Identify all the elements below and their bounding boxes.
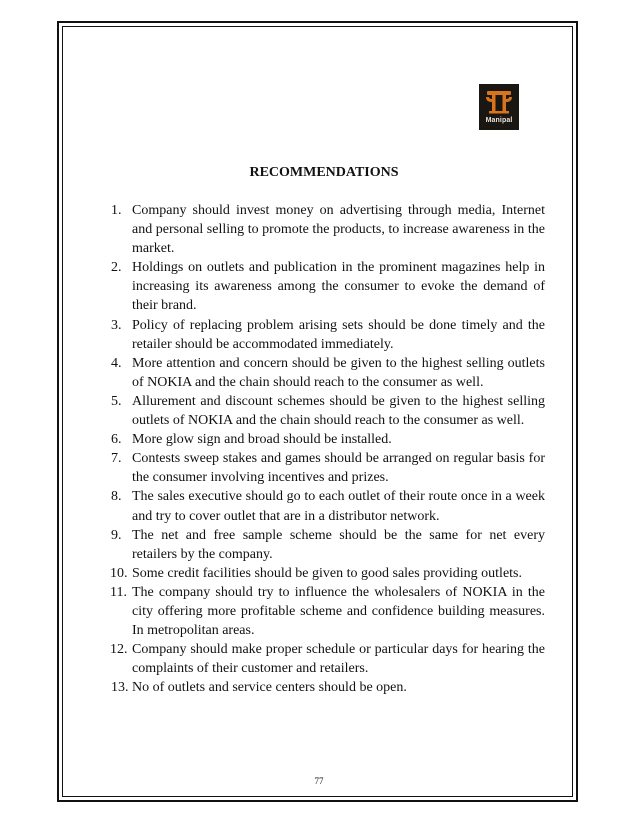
list-item-text: Company should invest money on advertising through media, Internet and personal selling to promote the products, to increase awareness in the market.: [132, 203, 545, 257]
manipal-logo: [479, 84, 519, 130]
list-item-text: The sales executive should go to each outlet of their route once in a week and try to cover outlet that are in a distributor network.: [132, 489, 545, 524]
list-item-number: 2.: [111, 260, 122, 276]
recommendations-list: [111, 201, 545, 697]
list-item-text: Holdings on outlets and publication in the prominent magazines help in increasing its awareness among the consumer to evoke the demand of their brand.: [132, 260, 545, 314]
page-title: [0, 165, 638, 181]
list-item-number: 3.: [111, 317, 122, 333]
list-item-text: Contests sweep stakes and games should be arranged on regular basis for the consumer involving incentives and prizes.: [132, 451, 545, 486]
list-item: [111, 201, 545, 258]
list-item: [111, 354, 545, 392]
list-item: [111, 392, 545, 430]
list-item-number: 10.: [110, 565, 128, 581]
list-item: [111, 316, 545, 354]
list-item: [111, 640, 545, 678]
list-item: [111, 678, 545, 697]
list-item-number: 4.: [111, 355, 122, 371]
logo-text: Manipal: [485, 117, 513, 124]
list-item-number: 7.: [111, 451, 122, 467]
list-item-number: 12.: [110, 642, 128, 658]
list-item-text: Some credit facilities should be given to good sales providing outlets.: [132, 565, 522, 581]
list-item-number: 11.: [110, 584, 127, 600]
list-item-text: The net and free sample scheme should be the same for net every retailers by the company.: [132, 527, 545, 562]
list-item-text: Allurement and discount schemes should be given to the highest selling outlets of NOKIA and the chain should reach to the consumer as well.: [132, 393, 545, 429]
list-item: [111, 430, 545, 449]
list-item: [111, 449, 545, 487]
list-item: [111, 564, 545, 583]
list-item-text: More glow sign and broad should be installed.: [132, 432, 392, 448]
list-item-number: 8.: [111, 489, 122, 505]
list-item-text: Company should make proper schedule or particular days for hearing the complaints of their customer and retailers.: [132, 642, 545, 677]
page-number: 77: [314, 776, 324, 786]
list-item-text: More attention and concern should be given to the highest selling outlets of NOKIA and the chain should reach to the consumer as well.: [132, 355, 545, 390]
list-item-number: 6.: [111, 432, 122, 448]
list-item-text: 13. No of outlets and service centers should be open.: [111, 680, 407, 696]
list-item-number: 9.: [111, 527, 122, 543]
manipal-emblem-icon: [479, 84, 519, 118]
list-item: [111, 487, 545, 525]
list-item-number: 1.: [111, 203, 122, 218]
list-item-text: The company should try to influence the wholesalers of NOKIA in the city offering more profitable scheme and confidence building measures. In metropolitan areas.: [132, 584, 545, 639]
list-item-number: 5.: [111, 393, 122, 409]
list-item: [111, 583, 545, 640]
list-item: [111, 526, 545, 564]
page-title-text: RECOMMENDATIONS: [249, 165, 399, 180]
list-item: [111, 258, 545, 315]
list-item-text: Policy of replacing problem arising sets should be done timely and the retailer should be accommodated immediately.: [132, 317, 545, 352]
